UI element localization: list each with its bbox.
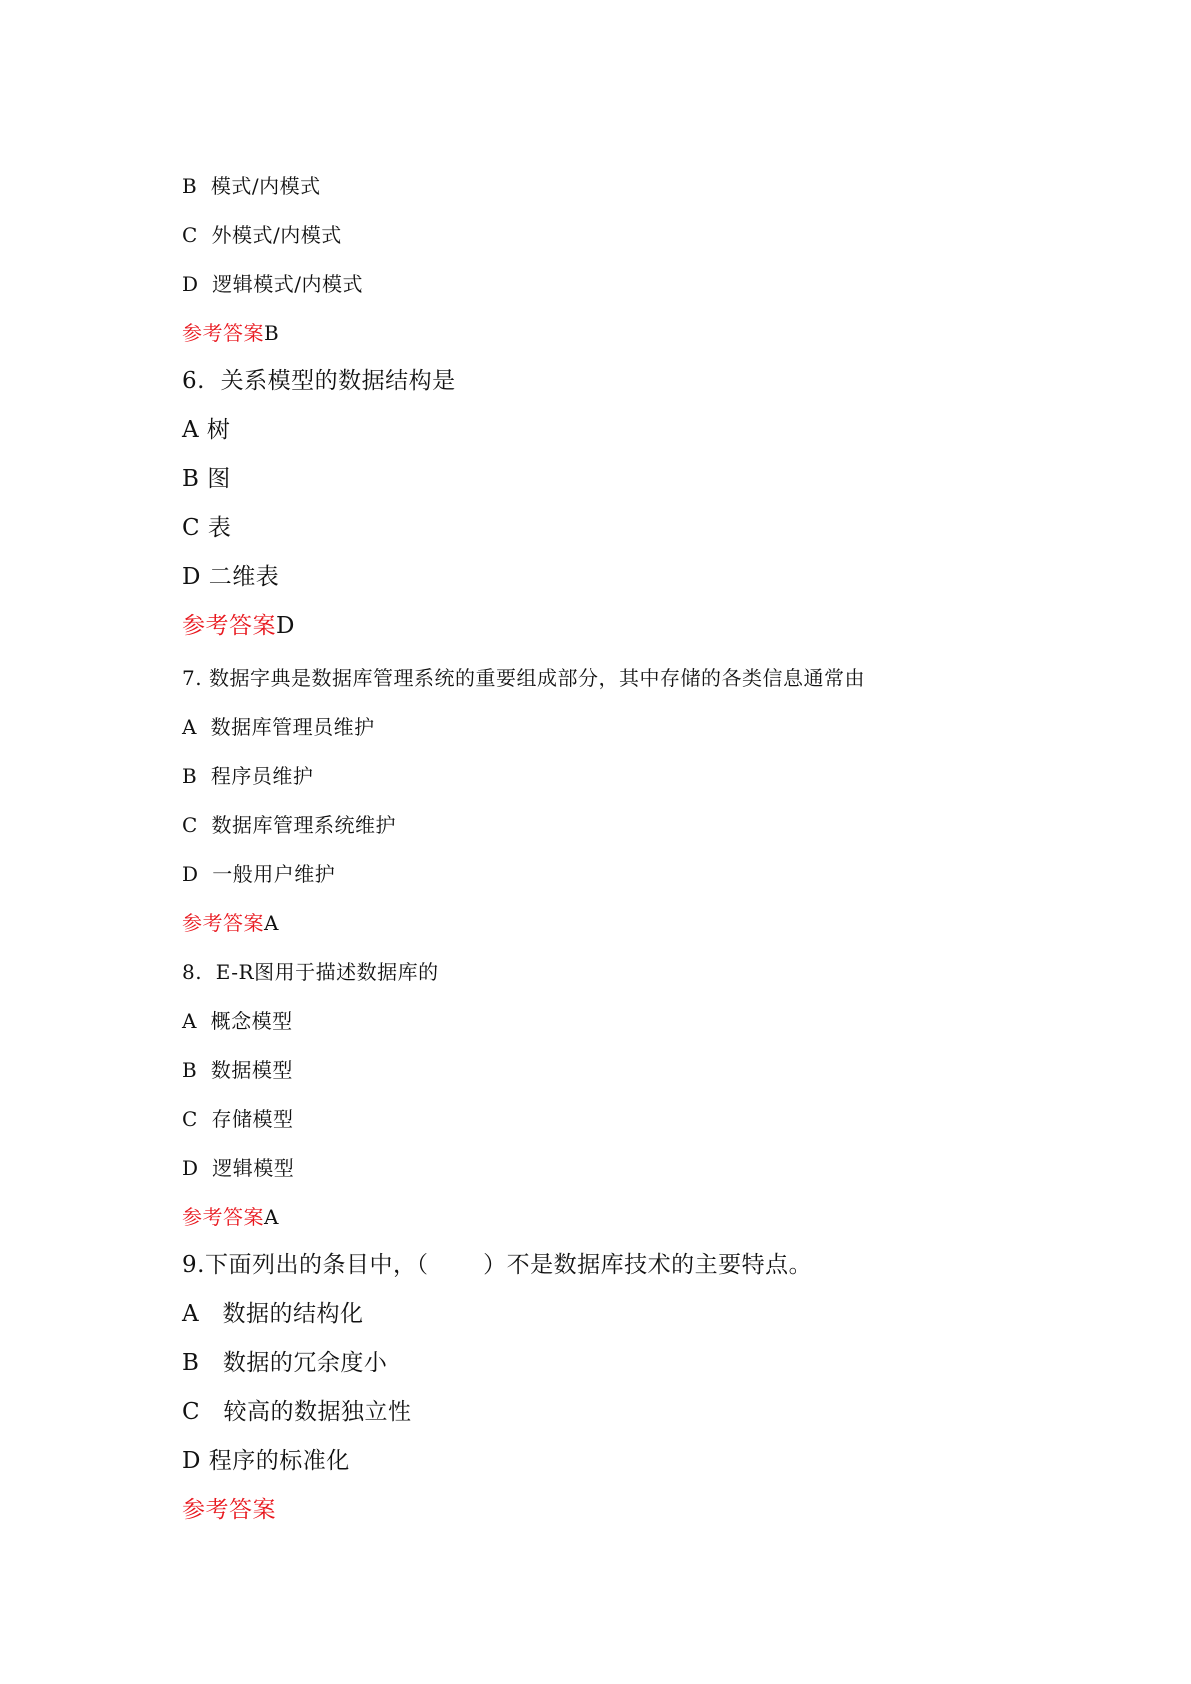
answer-q7	[182, 913, 279, 933]
option-b-q7: B 程序员维护	[182, 764, 314, 788]
option-d-q7: D 一般用户维护	[182, 862, 336, 886]
option-d-q9: D 程序的标准化	[182, 1448, 350, 1474]
option-c-q5: C 外模式/内模式	[182, 223, 342, 247]
answer-value: A	[264, 1205, 279, 1229]
question-9: 9.下面列出的条目中，（ ）不是数据库技术的主要特点。	[182, 1252, 813, 1278]
answer-q8	[182, 1207, 279, 1227]
option-a-q9: A 数据的结构化	[182, 1301, 364, 1327]
option-d-q6: D 二维表	[182, 564, 280, 590]
answer-label: 参考答案	[182, 1205, 264, 1229]
question-6: 6. 关系模型的数据结构是	[182, 368, 456, 394]
option-b-q5: B 模式/内模式	[182, 174, 321, 198]
option-b-q6: B 图	[182, 466, 231, 492]
answer-label: 参考答案	[182, 911, 264, 935]
option-b-q9: B 数据的冗余度小	[182, 1350, 388, 1376]
option-d-q8: D 逻辑模型	[182, 1156, 295, 1180]
question-8: 8. E-R图用于描述数据库的	[182, 960, 439, 984]
option-c-q8: C 存储模型	[182, 1107, 294, 1131]
option-c-q9: C 较高的数据独立性	[182, 1399, 412, 1425]
option-c-q7: C 数据库管理系统维护	[182, 813, 397, 837]
option-a-q7: A 数据库管理员维护	[182, 715, 375, 739]
option-a-q6: A 树	[182, 417, 231, 443]
question-7: 7. 数据字典是数据库管理系统的重要组成部分，其中存储的各类信息通常由	[182, 666, 865, 690]
option-c-q6: C 表	[182, 515, 232, 541]
answer-value: A	[264, 911, 279, 935]
answer-q5	[182, 323, 279, 343]
answer-label: 参考答案	[182, 1497, 276, 1523]
answer-label: 参考答案	[182, 613, 276, 639]
answer-q9	[182, 1499, 276, 1522]
answer-label: 参考答案	[182, 321, 264, 345]
answer-value: B	[264, 321, 280, 345]
answer-value: D	[276, 613, 295, 639]
answer-q6	[182, 615, 295, 638]
option-d-q5: D 逻辑模式/内模式	[182, 272, 363, 296]
option-b-q8: B 数据模型	[182, 1058, 293, 1082]
option-a-q8: A 概念模型	[182, 1009, 293, 1033]
